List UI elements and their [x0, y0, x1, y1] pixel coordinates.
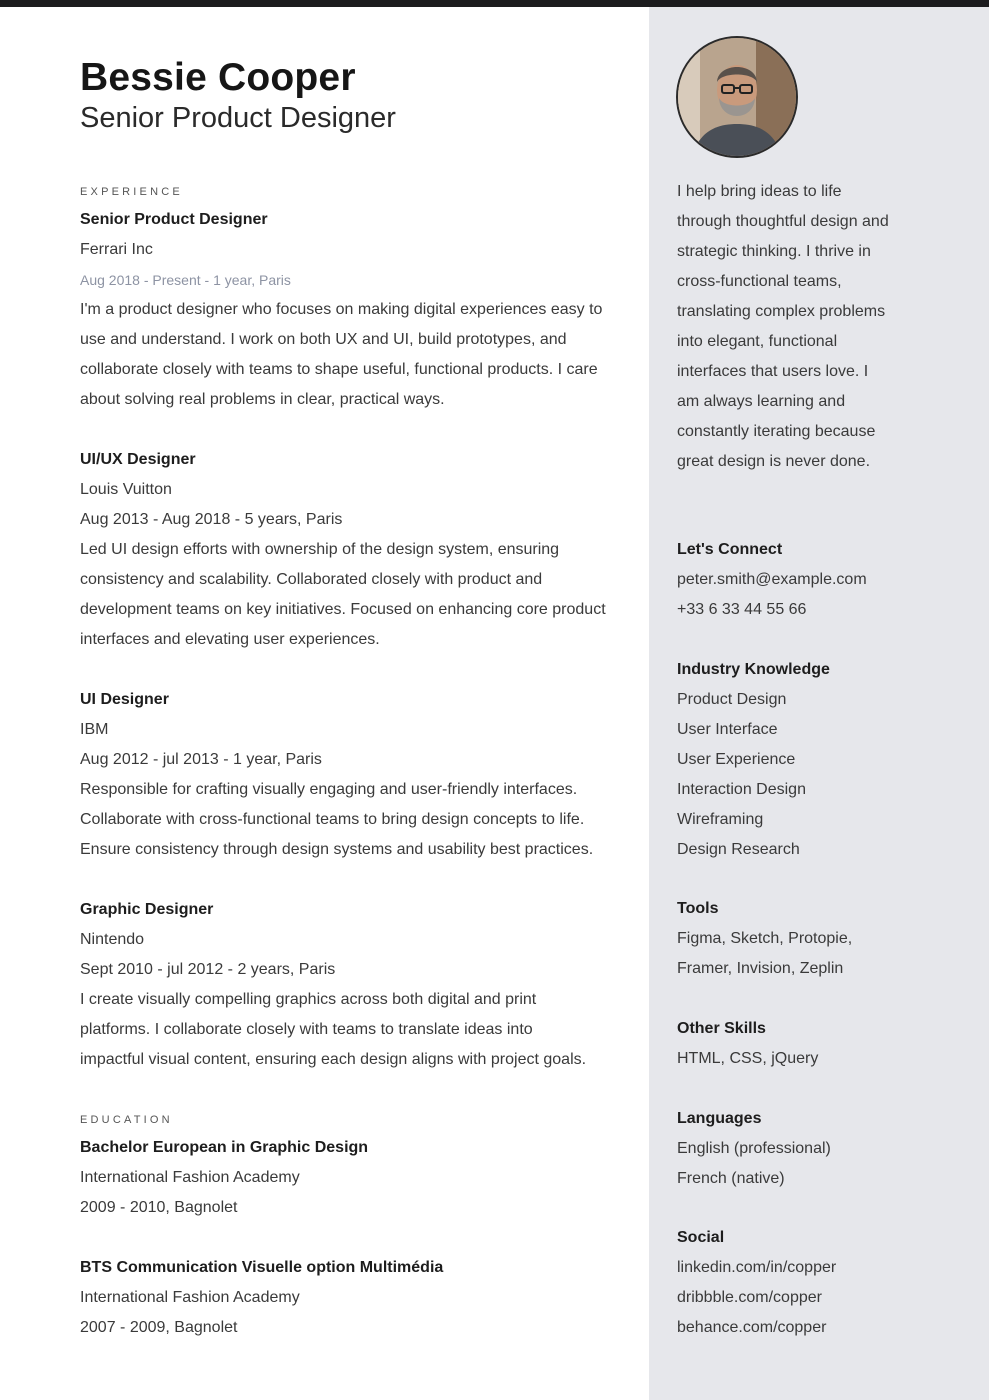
bio-line: interfaces that users love. I — [677, 363, 869, 380]
bio-line: strategic thinking. I thrive in — [677, 243, 871, 260]
job-description — [80, 295, 640, 415]
bio-line: through thoughtful design and — [677, 213, 889, 230]
bio-line: translating complex problems — [677, 303, 886, 320]
job-description-line: collaborate closely with teams to shape useful, functional products. I care — [80, 361, 598, 378]
job-description-line: Led UI design efforts with ownership of the design system, ensuring — [80, 541, 560, 558]
job-description — [80, 775, 640, 865]
job-entry — [80, 445, 640, 655]
education-school: International Fashion Academy — [80, 1289, 300, 1306]
industry-item: Design Research — [677, 841, 800, 858]
job-meta: Aug 2012 - jul 2013 - 1 year, Paris — [80, 751, 322, 768]
bio-line: cross-functional teams, — [677, 273, 842, 290]
job-description — [80, 985, 640, 1075]
sidebar-connect — [677, 535, 967, 625]
resume-header — [80, 56, 640, 136]
sidebar-social — [677, 1223, 967, 1343]
sidebar-industry-knowledge — [677, 655, 967, 865]
language-item: English (professional) — [677, 1140, 831, 1157]
job-description-line: consistency and scalability. Collaborated closely with product and — [80, 571, 543, 588]
top-bar — [0, 0, 989, 7]
avatar — [676, 36, 798, 158]
job-entry — [80, 895, 640, 1075]
experience-list — [80, 205, 640, 1105]
job-description-line: I'm a product designer who focuses on making digital experiences easy to — [80, 301, 603, 318]
job-company: IBM — [80, 721, 109, 738]
person-role: Senior Product Designer — [80, 102, 396, 134]
connect-phone[interactable]: +33 6 33 44 55 66 — [677, 601, 807, 618]
industry-item: User Experience — [677, 751, 796, 768]
other-skills-title: Other Skills — [677, 1020, 766, 1037]
job-description-line: interfaces and elevating user experiences. — [80, 631, 380, 648]
bio-line: am always learning and — [677, 393, 846, 410]
industry-item: User Interface — [677, 721, 778, 738]
industry-title: Industry Knowledge — [677, 661, 830, 678]
job-meta: Aug 2013 - Aug 2018 - 5 years, Paris — [80, 511, 343, 528]
education-dates: 2009 - 2010, Bagnolet — [80, 1199, 238, 1216]
tools-line: Framer, Invision, Zeplin — [677, 960, 844, 977]
job-description-line: platforms. I collaborate closely with teams to translate ideas into — [80, 1021, 533, 1038]
education-section-label: EDUCATION — [80, 1114, 173, 1126]
languages-title: Languages — [677, 1110, 762, 1127]
education-degree: BTS Communication Visuelle option Multimédia — [80, 1259, 444, 1276]
job-description-line: I create visually compelling graphics across both digital and print — [80, 991, 537, 1008]
job-title: UI Designer — [80, 691, 169, 708]
sidebar-tools — [677, 894, 967, 984]
job-company: Ferrari Inc — [80, 241, 153, 258]
job-title: Senior Product Designer — [80, 211, 268, 228]
bio-line: constantly iterating because — [677, 423, 876, 440]
person-name: Bessie Cooper — [80, 56, 356, 99]
education-entry — [80, 1253, 640, 1343]
avatar-portrait-icon — [678, 38, 796, 156]
connect-title: Let's Connect — [677, 541, 783, 558]
tools-line: Figma, Sketch, Protopie, — [677, 930, 853, 947]
job-description-line: Ensure consistency through design systems and usability best practices. — [80, 841, 594, 858]
industry-item: Product Design — [677, 691, 787, 708]
education-dates: 2007 - 2009, Bagnolet — [80, 1319, 238, 1336]
job-description-line: about solving real problems in clear, practical ways. — [80, 391, 445, 408]
education-school: International Fashion Academy — [80, 1169, 300, 1186]
industry-item: Interaction Design — [677, 781, 806, 798]
sidebar-other-skills — [677, 1014, 967, 1074]
education-entry — [80, 1133, 640, 1223]
tools-title: Tools — [677, 900, 719, 917]
bio-line: I help bring ideas to life — [677, 183, 842, 200]
job-title: UI/UX Designer — [80, 451, 196, 468]
job-description-line: Responsible for crafting visually engaging and user-friendly interfaces. — [80, 781, 578, 798]
job-entry — [80, 685, 640, 865]
job-description-line: use and understand. I work on both UX and UI, build prototypes, and — [80, 331, 567, 348]
bio-line: into elegant, functional — [677, 333, 838, 350]
social-title: Social — [677, 1229, 725, 1246]
job-meta: Sept 2010 - jul 2012 - 2 years, Paris — [80, 961, 336, 978]
education-degree: Bachelor European in Graphic Design — [80, 1139, 369, 1156]
language-item: French (native) — [677, 1170, 785, 1187]
sidebar-languages — [677, 1104, 967, 1194]
industry-item: Wireframing — [677, 811, 764, 828]
job-description-line: Collaborate with cross-functional teams to bring design concepts to life. — [80, 811, 585, 828]
sidebar-bio — [677, 177, 967, 477]
other-skills-line: HTML, CSS, jQuery — [677, 1050, 819, 1067]
job-description — [80, 535, 640, 655]
bio-line: great design is never done. — [677, 453, 871, 470]
education-list — [80, 1133, 640, 1373]
job-description-line: development teams on key initiatives. Focused on enhancing core product — [80, 601, 606, 618]
job-company: Louis Vuitton — [80, 481, 172, 498]
experience-section-label: EXPERIENCE — [80, 186, 183, 198]
social-link-dribbble[interactable]: dribbble.com/copper — [677, 1289, 822, 1306]
social-link-linkedin[interactable]: linkedin.com/in/copper — [677, 1259, 837, 1276]
job-entry — [80, 205, 640, 415]
social-link-behance[interactable]: behance.com/copper — [677, 1319, 827, 1336]
job-description-line: impactful visual content, ensuring each design aligns with project goals. — [80, 1051, 587, 1068]
job-company: Nintendo — [80, 931, 145, 948]
connect-email-link[interactable]: peter.smith@example.com — [677, 571, 867, 588]
job-title: Graphic Designer — [80, 901, 214, 918]
job-meta: Aug 2018 - Present - 1 year, Paris — [80, 272, 291, 288]
